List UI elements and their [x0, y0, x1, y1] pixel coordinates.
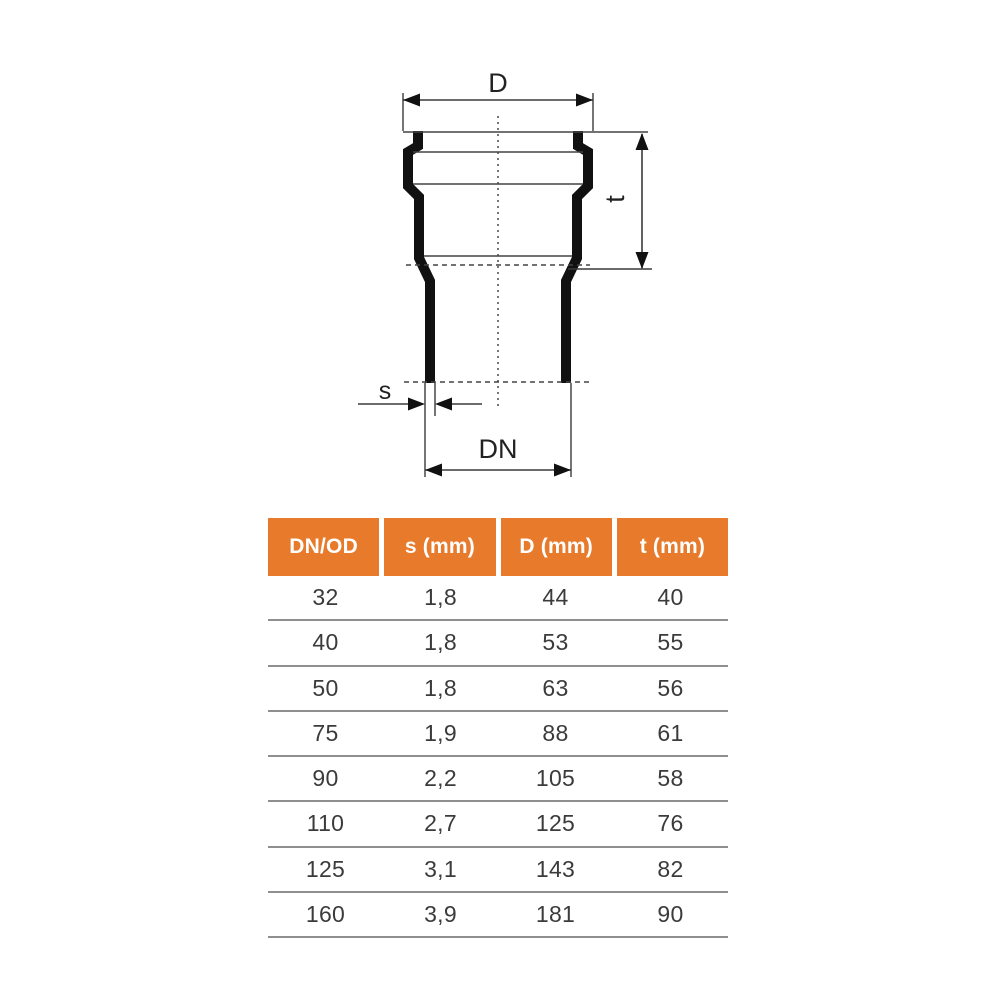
table-row: [268, 848, 728, 893]
cell-d: 63: [542, 674, 569, 701]
cell-dn-od: 50: [312, 674, 339, 701]
dimension-label-dn: DN: [478, 434, 518, 464]
cell-t: 76: [657, 810, 684, 837]
d-arrow-right-icon: [576, 94, 593, 107]
cell-dn-od: 40: [312, 629, 339, 656]
table-header-d: D (mm): [501, 518, 612, 576]
cell-s: 1,8: [424, 584, 457, 611]
cell-s: 3,9: [424, 900, 457, 927]
dn-arrow-left-icon: [425, 464, 442, 477]
cell-d: 88: [542, 719, 569, 746]
cell-s: 3,1: [424, 855, 457, 882]
cell-t: 40: [657, 584, 684, 611]
dn-arrow-right-icon: [554, 464, 571, 477]
cell-s: 2,7: [424, 810, 457, 837]
cell-d: 125: [535, 810, 576, 837]
cell-t: 90: [657, 900, 684, 927]
dimension-label-t: t: [600, 195, 630, 203]
table-row: [268, 893, 728, 938]
cell-dn-od: 75: [312, 719, 339, 746]
cell-t: 61: [657, 719, 684, 746]
cell-d: 105: [535, 765, 576, 792]
d-arrow-left-icon: [403, 94, 420, 107]
table-row: [268, 757, 728, 802]
table-header-t: t (mm): [617, 518, 728, 576]
cell-d: 181: [535, 900, 576, 927]
cell-dn-od: 32: [312, 584, 339, 611]
table-header-s: s (mm): [384, 518, 495, 576]
table-row: [268, 576, 728, 621]
cell-dn-od: 160: [305, 900, 346, 927]
cell-d: 53: [542, 629, 569, 656]
cell-s: 1,8: [424, 629, 457, 656]
t-arrow-down-icon: [636, 252, 649, 269]
table-header-dn-od: DN/OD: [268, 518, 379, 576]
cell-t: 56: [657, 674, 684, 701]
table-row: [268, 712, 728, 757]
cell-t: 82: [657, 855, 684, 882]
table-row: [268, 621, 728, 666]
cell-dn-od: 110: [306, 810, 345, 837]
table-row: [268, 667, 728, 712]
cell-dn-od: 90: [312, 765, 339, 792]
t-arrow-up-icon: [636, 133, 649, 150]
dimension-label-d: D: [488, 68, 508, 98]
cell-s: 2,2: [424, 765, 457, 792]
s-arrow-right-icon: [408, 398, 425, 411]
table-row: [268, 802, 728, 847]
cell-dn-od: 125: [305, 855, 346, 882]
dimension-label-s: s: [378, 377, 392, 405]
socket-wall-left: [408, 131, 430, 383]
cell-t: 55: [657, 629, 684, 656]
dimension-table: [268, 518, 728, 938]
cell-d: 44: [542, 584, 569, 611]
cell-t: 58: [657, 765, 684, 792]
table-header-row: [268, 518, 728, 576]
socket-wall-right: [566, 131, 588, 383]
cell-d: 143: [535, 855, 576, 882]
s-arrow-left-icon: [435, 398, 452, 411]
cell-s: 1,9: [424, 719, 457, 746]
cell-s: 1,8: [424, 674, 457, 701]
